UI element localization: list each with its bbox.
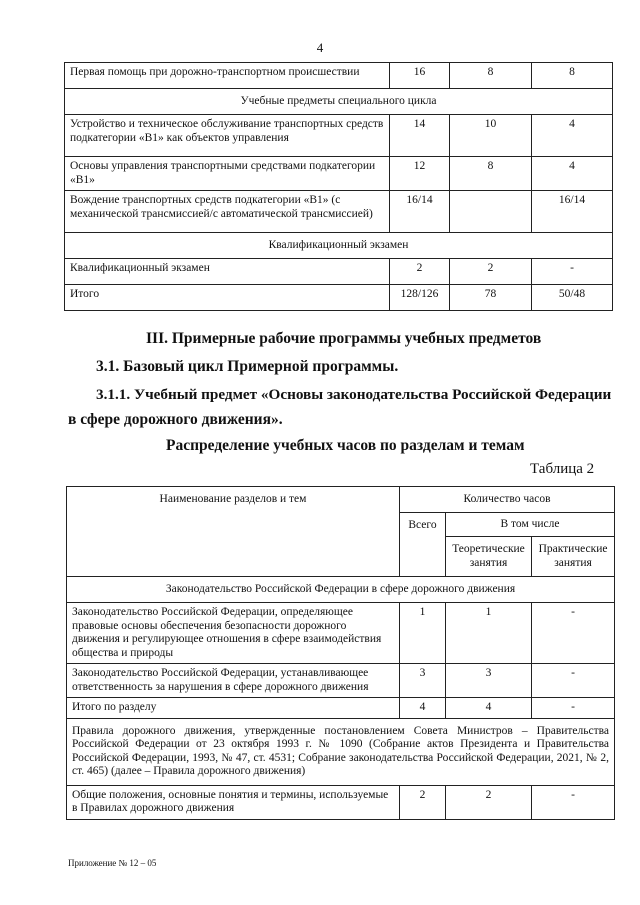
row-practice: 50/48 bbox=[532, 285, 613, 311]
row-practice: - bbox=[532, 698, 615, 719]
row-practice: 4 bbox=[532, 157, 613, 191]
row-theory: 4 bbox=[446, 698, 532, 719]
row-practice: - bbox=[532, 259, 613, 285]
table-row bbox=[67, 698, 615, 719]
table-row bbox=[65, 259, 613, 285]
row-theory: 10 bbox=[450, 115, 532, 157]
row-practice: 16/14 bbox=[532, 191, 613, 233]
row-theory: 2 bbox=[446, 785, 532, 819]
row-practice: 4 bbox=[532, 115, 613, 157]
row-total: 2 bbox=[390, 259, 450, 285]
table-label: Таблица 2 bbox=[530, 461, 595, 477]
section-row bbox=[65, 89, 613, 115]
row-name: Общие положения, основные понятия и термины, используемые в Правилах дорожного движения bbox=[67, 785, 400, 819]
row-total: 2 bbox=[400, 785, 446, 819]
row-name: Итого bbox=[65, 285, 390, 311]
row-name: Итого по разделу bbox=[67, 698, 400, 719]
row-total: 128/126 bbox=[390, 285, 450, 311]
subject-heading-line1: 3.1.1. Учебный предмет «Основы законодательства Российской Федерации bbox=[96, 386, 612, 403]
row-theory: 8 bbox=[450, 157, 532, 191]
table-row bbox=[67, 664, 615, 698]
row-practice: - bbox=[532, 603, 615, 664]
footer-note: Приложение № 12 – 05 bbox=[68, 858, 157, 868]
table-row bbox=[65, 115, 613, 157]
header-theory: Теоретические занятия bbox=[446, 537, 532, 577]
header-practice: Практические занятия bbox=[532, 537, 615, 577]
row-total: 14 bbox=[390, 115, 450, 157]
row-theory: 3 bbox=[446, 664, 532, 698]
row-total: 1 bbox=[400, 603, 446, 664]
header-name-column: Наименование разделов и тем bbox=[67, 487, 400, 577]
row-total: 16/14 bbox=[390, 191, 450, 233]
curriculum-summary-table bbox=[64, 62, 613, 311]
row-total: 3 bbox=[400, 664, 446, 698]
page-number: 4 bbox=[316, 40, 324, 55]
table-row bbox=[65, 157, 613, 191]
row-total: 16 bbox=[390, 63, 450, 89]
row-practice: - bbox=[532, 785, 615, 819]
table-row bbox=[65, 63, 613, 89]
row-practice: 8 bbox=[532, 63, 613, 89]
row-theory: 1 bbox=[446, 603, 532, 664]
section-title: Учебные предметы специального цикла bbox=[65, 89, 613, 115]
row-name: Первая помощь при дорожно-транспортном происшествии bbox=[65, 63, 390, 89]
row-theory: 2 bbox=[450, 259, 532, 285]
subject-heading-line2: в сфере дорожного движения». bbox=[68, 411, 283, 428]
row-name: Основы управления транспортными средствами подкатегории «В1» bbox=[65, 157, 390, 191]
row-total: 4 bbox=[400, 698, 446, 719]
section-row bbox=[65, 233, 613, 259]
header-total: Всего bbox=[400, 513, 446, 577]
distribution-heading: Распределение учебных часов по разделам и темам bbox=[166, 437, 525, 454]
header-hours: Количество часов bbox=[400, 487, 615, 513]
table-row bbox=[65, 285, 613, 311]
table-row bbox=[65, 191, 613, 233]
section-row: Правила дорожного движения, утвержденные постановлением Совета Министров – Правительства Российской Федерации от 23 октября 1993 г. № 1090 (Собрание актов Президента и Правительства Российской Федерации, 1993, № 47, ст. 4531; Собрание законодательства Российской Федерации, 2021, № 2, ст. 465) (далее – Правила дорожного движения) bbox=[67, 718, 615, 785]
row-name: Законодательство Российской Федерации, определяющее правовые основы обеспечения безопасности дорожного движения и регулирующее отношения в сфере взаимодействия общества и природы bbox=[67, 603, 400, 664]
row-total: 12 bbox=[390, 157, 450, 191]
section-title: Квалификационный экзамен bbox=[65, 233, 613, 259]
section1-rows bbox=[67, 603, 615, 719]
row-name: Устройство и техническое обслуживание транспортных средств подкатегории «В1» как объектов управления bbox=[65, 115, 390, 157]
row-name: Вождение транспортных средств подкатегории «В1» (с механической трансмиссией/с автоматической трансмиссией) bbox=[65, 191, 390, 233]
row-theory bbox=[450, 191, 532, 233]
section2-header bbox=[67, 718, 615, 785]
row-theory: 8 bbox=[450, 63, 532, 89]
row-theory: 78 bbox=[450, 285, 532, 311]
section-row: Законодательство Российской Федерации в сфере дорожного движения bbox=[67, 577, 615, 603]
row-name: Квалификационный экзамен bbox=[65, 259, 390, 285]
table-row bbox=[67, 785, 615, 819]
hours-table-body bbox=[67, 577, 615, 603]
section2-rows bbox=[67, 785, 615, 819]
hours-distribution-table bbox=[66, 486, 615, 820]
table-row bbox=[67, 603, 615, 664]
header-including: В том числе bbox=[446, 513, 615, 537]
section-heading: III. Примерные рабочие программы учебных предметов bbox=[146, 330, 542, 347]
row-practice: - bbox=[532, 664, 615, 698]
hours-table-header bbox=[67, 487, 615, 577]
curriculum-summary-body bbox=[65, 63, 613, 311]
subsection-heading: 3.1. Базовый цикл Примерной программы. bbox=[96, 358, 399, 375]
row-name: Законодательство Российской Федерации, устанавливающее ответственность за нарушения в сфере дорожного движения bbox=[67, 664, 400, 698]
